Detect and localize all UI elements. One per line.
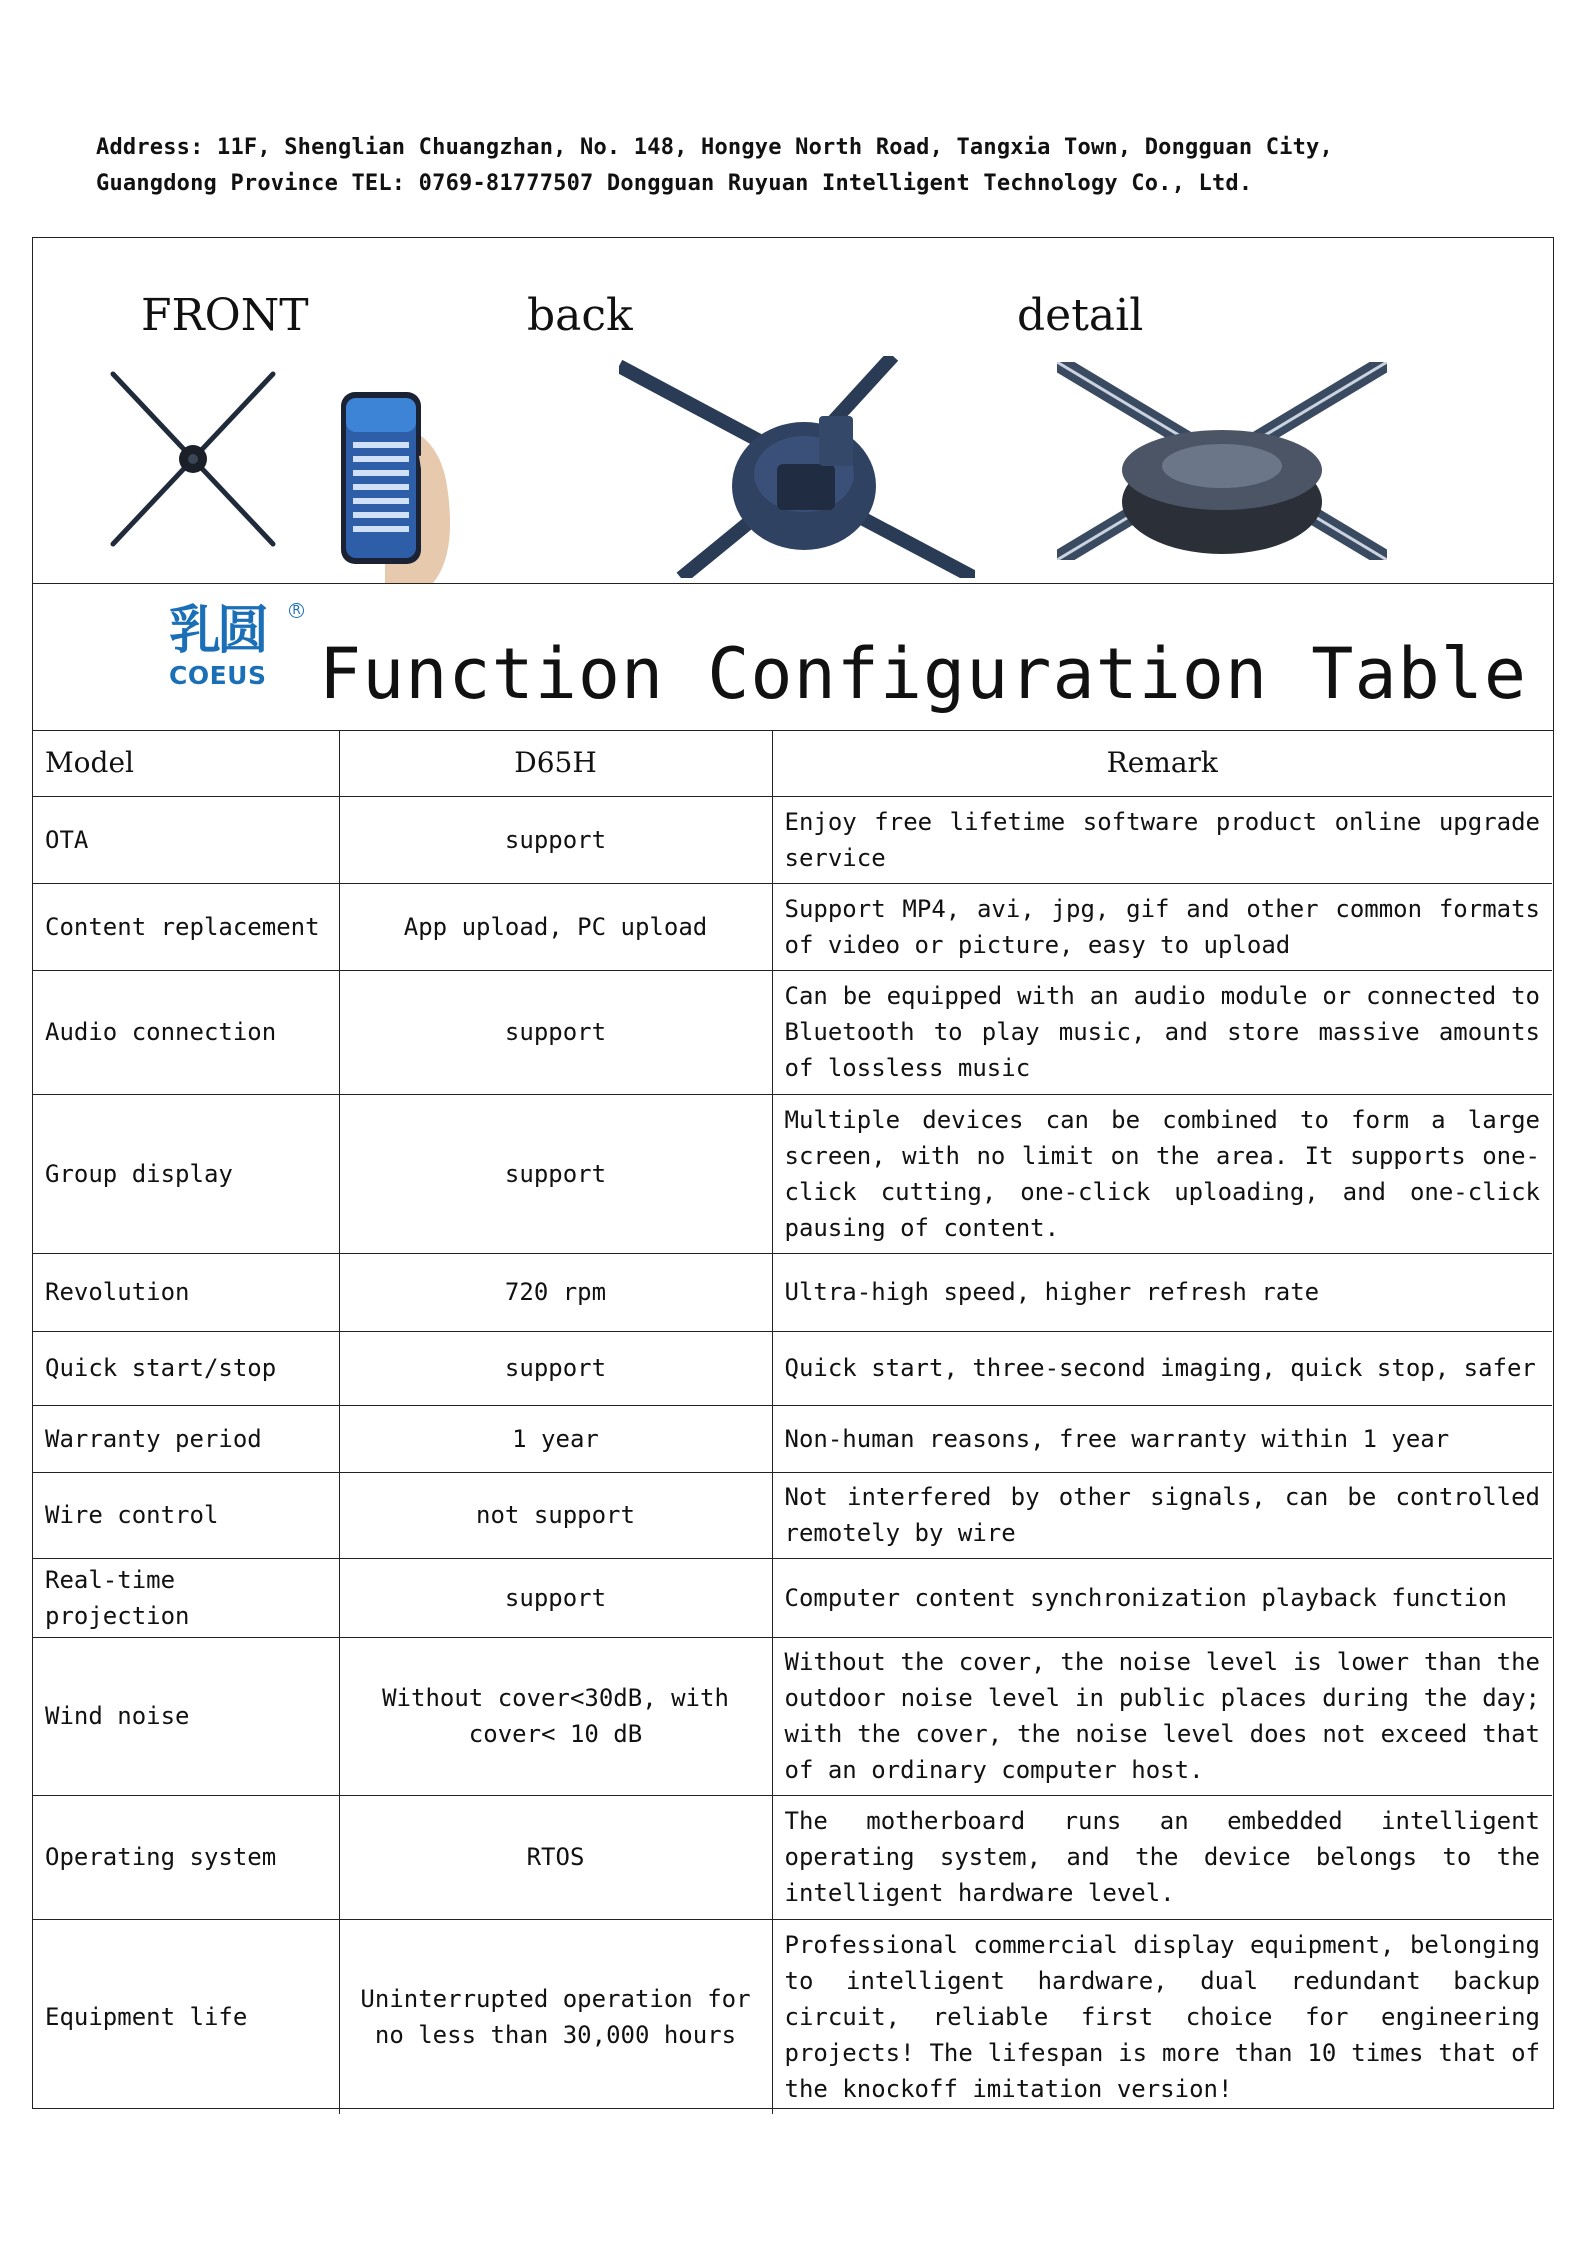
front-fan-image bbox=[103, 366, 283, 552]
row-remark: Can be equipped with an audio module or connected to Bluetooth to play music, and store massive amounts of lossless music bbox=[772, 970, 1552, 1094]
detail-label: detail bbox=[1017, 290, 1144, 341]
row-value: support bbox=[339, 1558, 772, 1637]
row-feature: Warranty period bbox=[33, 1405, 339, 1472]
row-value: support bbox=[339, 1094, 772, 1253]
title-band bbox=[33, 583, 1553, 731]
company-address bbox=[96, 130, 1376, 202]
row-remark: Not interfered by other signals, can be controlled remotely by wire bbox=[772, 1472, 1552, 1558]
row-value: support bbox=[339, 970, 772, 1094]
header-remark: Remark bbox=[772, 730, 1552, 796]
header-model: Model bbox=[33, 730, 339, 796]
row-feature: Equipment life bbox=[33, 1919, 339, 2114]
row-remark: Quick start, three-second imaging, quick stop, safer bbox=[772, 1331, 1552, 1405]
row-feature: Content replacement bbox=[33, 883, 339, 970]
address-line-1: Address: 11F, Shenglian Chuangzhan, No. 148, Hongye North Road, Tangxia Town, Dongguan City, bbox=[96, 135, 1333, 160]
table-row bbox=[33, 1558, 1552, 1637]
row-remark: Computer content synchronization playback function bbox=[772, 1558, 1552, 1637]
detail-fan-image bbox=[1057, 362, 1387, 560]
table-row bbox=[33, 1919, 1552, 2114]
row-feature: Operating system bbox=[33, 1795, 339, 1919]
row-remark: Professional commercial display equipment, belonging to intelligent hardware, dual redundant backup circuit, reliable first choice for engineering projects! The lifespan is more than 10 times that of the knockoff imitation version! bbox=[772, 1919, 1552, 2114]
row-remark: Support MP4, avi, jpg, gif and other common formats of video or picture, easy to upload bbox=[772, 883, 1552, 970]
product-photos bbox=[33, 238, 1553, 584]
back-label: back bbox=[527, 290, 633, 341]
row-remark: Non-human reasons, free warranty within 1 year bbox=[772, 1405, 1552, 1472]
row-feature: OTA bbox=[33, 796, 339, 883]
row-feature: Quick start/stop bbox=[33, 1331, 339, 1405]
front-label: FRONT bbox=[141, 290, 309, 341]
function-configuration-table bbox=[33, 730, 1552, 2114]
row-feature: Revolution bbox=[33, 1253, 339, 1331]
row-remark: The motherboard runs an embedded intelligent operating system, and the device belongs to the intelligent hardware level. bbox=[772, 1795, 1552, 1919]
table-row bbox=[33, 1637, 1552, 1795]
row-feature: Real-time projection bbox=[33, 1558, 339, 1637]
row-feature: Audio connection bbox=[33, 970, 339, 1094]
table-row bbox=[33, 1331, 1552, 1405]
table-row bbox=[33, 1094, 1552, 1253]
coeus-logo bbox=[161, 603, 301, 699]
phone-app-image bbox=[323, 386, 461, 583]
address-line-2: Guangdong Province TEL: 0769-81777507 Dongguan Ruyuan Intelligent Technology Co., Ltd. bbox=[96, 171, 1253, 196]
registered-mark: R bbox=[289, 603, 304, 618]
back-fan-image bbox=[619, 356, 975, 578]
row-value: not support bbox=[339, 1472, 772, 1558]
page-title: Function Configuration Table bbox=[319, 633, 1528, 715]
row-remark: Enjoy free lifetime software product online upgrade service bbox=[772, 796, 1552, 883]
row-remark: Multiple devices can be combined to form a large screen, with no limit on the area. It supports one-click cutting, one-click uploading, and one-click pausing of content. bbox=[772, 1094, 1552, 1253]
row-value: 1 year bbox=[339, 1405, 772, 1472]
row-feature: Group display bbox=[33, 1094, 339, 1253]
table-row bbox=[33, 970, 1552, 1094]
row-value: Uninterrupted operation for no less than 30,000 hours bbox=[339, 1919, 772, 2114]
row-value: RTOS bbox=[339, 1795, 772, 1919]
row-value: Without cover<30dB, with cover< 10 dB bbox=[339, 1637, 772, 1795]
table-row bbox=[33, 1253, 1552, 1331]
row-feature: Wind noise bbox=[33, 1637, 339, 1795]
table-row bbox=[33, 1472, 1552, 1558]
row-remark: Ultra-high speed, higher refresh rate bbox=[772, 1253, 1552, 1331]
row-feature: Wire control bbox=[33, 1472, 339, 1558]
row-value: App upload, PC upload bbox=[339, 883, 772, 970]
row-remark: Without the cover, the noise level is lower than the outdoor noise level in public places during the day; with the cover, the noise level does not exceed that of an ordinary computer host. bbox=[772, 1637, 1552, 1795]
table-row bbox=[33, 1405, 1552, 1472]
row-value: 720 rpm bbox=[339, 1253, 772, 1331]
table-row bbox=[33, 796, 1552, 883]
header-model-value: D65H bbox=[339, 730, 772, 796]
logo-chinese-mark: 乳圆 bbox=[169, 601, 266, 661]
configuration-sheet bbox=[32, 237, 1554, 2109]
table-row bbox=[33, 883, 1552, 970]
table-header-row bbox=[33, 730, 1552, 796]
row-value: support bbox=[339, 1331, 772, 1405]
table-row bbox=[33, 1795, 1552, 1919]
row-value: support bbox=[339, 796, 772, 883]
logo-wordmark: COEUS bbox=[169, 661, 267, 690]
